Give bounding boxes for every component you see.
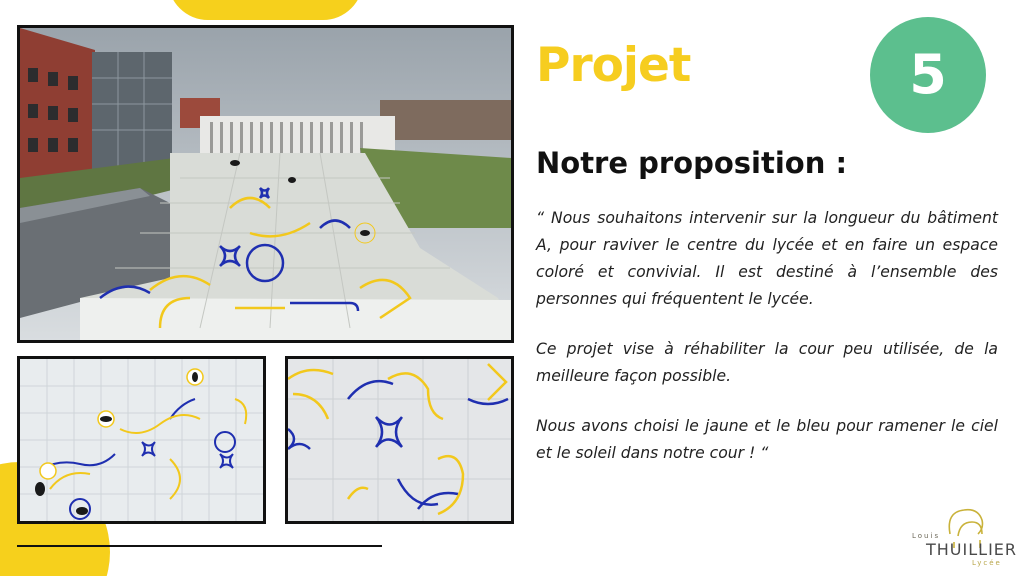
divider-line [17, 545, 382, 547]
paragraph: Nous avons choisi le jaune et le bleu pour ramener le ciel et le soleil dans notre cour ! “ [536, 417, 998, 462]
slide-number: 5 [909, 43, 947, 106]
logo-top-text: Louis [912, 532, 941, 540]
slide-number-badge [870, 17, 986, 133]
courtyard-plan-photo [17, 356, 266, 524]
decorative-yellow-shape-top [168, 0, 363, 20]
courtyard-photo [17, 25, 514, 343]
slide-subtitle: Notre proposition : [536, 146, 848, 180]
slide-title: Projet [536, 38, 691, 93]
painted-tiles-photo [285, 356, 514, 524]
paragraph: “ Nous souhaitons intervenir sur la longueur du bâtiment A, pour raviver le centre du lycée et en faire un espace coloré et convivial. Il est destiné à l’ensemble des personnes qui fréquentent le lycée. [536, 209, 998, 308]
logo-bottom-text: Lycée [972, 559, 1002, 567]
body-text [536, 205, 998, 467]
paragraph: Ce projet vise à réhabiliter la cour peu utilisée, de la meilleure façon possible. [536, 340, 998, 385]
school-logo [912, 506, 1020, 572]
logo-name: THUILLIER [926, 540, 1018, 559]
